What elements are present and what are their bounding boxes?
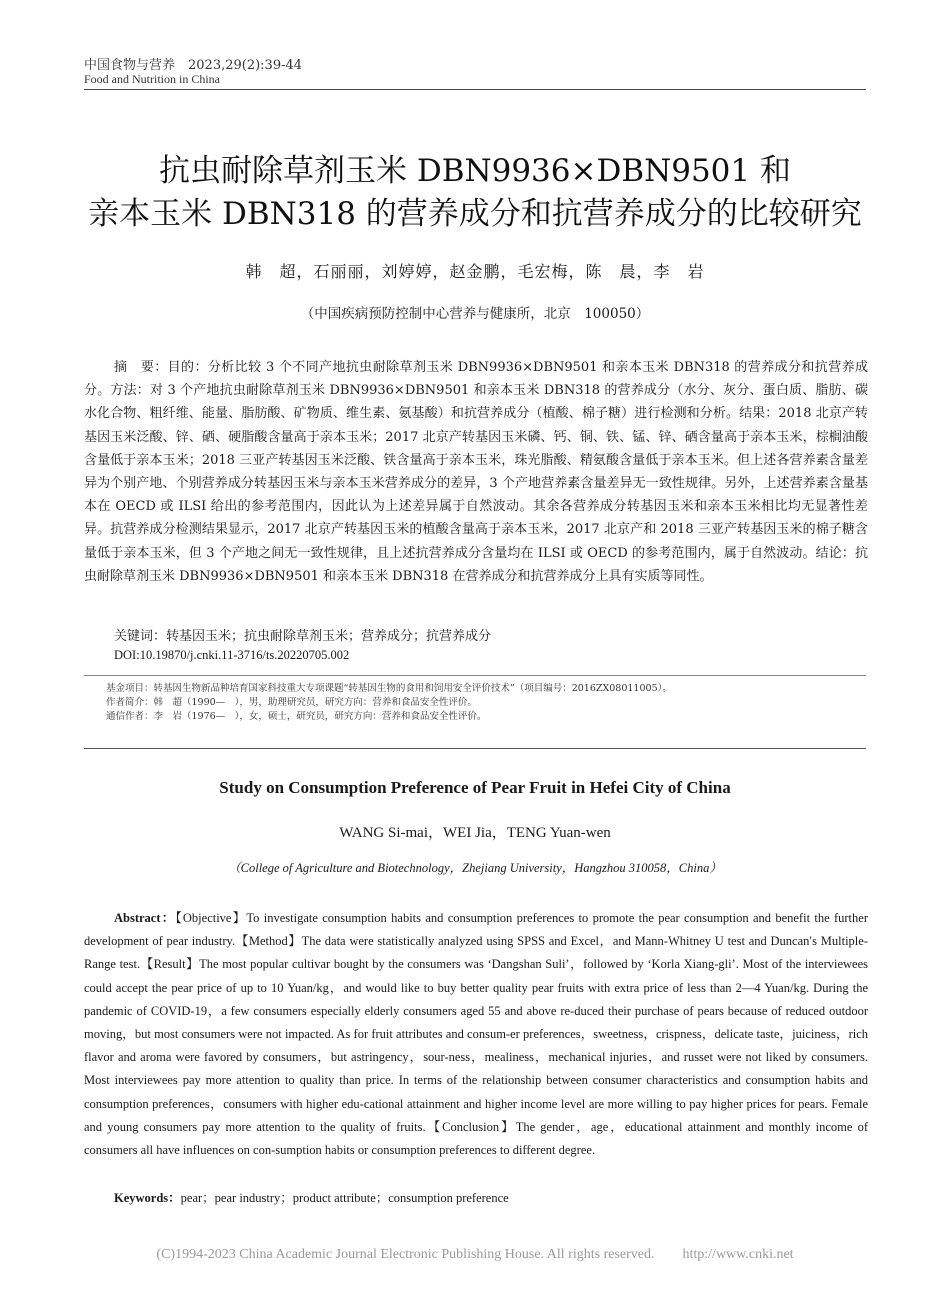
journal-name-en: Food and Nutrition in China [84,72,220,86]
footnote-divider [84,675,866,676]
copyright-footer: (C)1994-2023 China Academic Journal Electronic Publishing House. All rights reserved. http://www.cnki.net [156,1247,794,1262]
affiliation-en: （College of Agriculture and Biotechnology，Zhejiang University，Hangzhou 310058，China） [228,861,722,875]
journal-citation: 中国食物与营养 2023,29(2):39-44 [84,58,303,73]
authors-cn: 韩 超，石丽丽，刘婷婷，赵金鹏，毛宏梅，陈 晨，李 岩 [245,262,705,281]
keywords-cn-label: 关键词： [114,629,167,644]
authors-en: WANG Si-mai，WEI Jia，TENG Yuan-wen [339,825,611,841]
abstract-cn-text: 目的：分析比较 3 个不同产地抗虫耐除草剂玉米 DBN9936×DBN9501 和亲本玉米 DBN318 的营养成分和抗营养成分。方法：对 3 个产地抗虫耐除草剂玉米 DBN9936×DBN9501 和亲本玉米 DBN318 的营养成分（水分、灰分、蛋白质、脂肪、碳水化合物、粗纤维、能量、脂肪酸、矿物质、维生素、氨基酸）和抗营养成分（植酸、棉子糖）进行检测和分析。结果：2018 北京产转基因玉米泛酸、锌、硒、硬脂酸含量高于亲本玉米；2017 北京产转基因玉米磷、钙、铜、铁、锰、锌、硒含量高于亲本玉米，棕榈油酸含量低于亲本玉米；2018 三亚产转基因玉米泛酸、铁含量高于亲本玉米，珠光脂酸、精氨酸含量低于亲本玉米。但上述各营养素含量差异为个别产地、个别营养成分转基因玉米与亲本玉米营养成分的差异，3 个产地营养素含量差异无一致性规律。另外，上述营养素含量基本在 OECD 或 ILSI 给出的参考范围内，因此认为上述差异属于自然波动。其余各营养成分转基因玉米和亲本玉米相比均无显著性差异。抗营养成分检测结果显示，2017 北京产转基因玉米的植酸含量高于亲本玉米，2017 北京产和 2018 三亚产转基因玉米的棉子糖含量低于亲本玉米，但 3 个产地之间无一致性规律，且上述抗营养成分含量均在 ILSI 或 OECD 的参考范围内，属于自然波动。结论：抗虫耐除草剂玉米 DBN9936×DBN9501 和亲本玉米 DBN318 在营养成分和抗营养成分上具有实质等同性。 [84,360,868,584]
footnote-corresponding: 通信作者：李 岩（1976— ），女，硕士，研究员，研究方向：营养和食品安全性评价。 [106,711,487,722]
keywords-en [114,1188,864,1206]
keywords-en-text: pear；pear industry；product attribute；consumption preference [180,1191,509,1205]
abstract-en [84,907,868,1162]
footnote-author: 作者简介：韩 超（1990— ），男，助理研究员，研究方向：营养和食品安全性评价。 [106,697,477,708]
paper-title-cn [60,150,890,236]
header-divider [84,89,866,90]
abstract-cn-label: 摘 要： [114,360,168,375]
keywords-cn-text: 转基因玉米；抗虫耐除草剂玉米；营养成分；抗营养成分 [166,629,492,644]
abstract-en-label: Abstract： [114,911,176,925]
footnote-funding: 基金项目：转基因生物新品种培育国家科技重大专项课题“转基因生物的食用和饲用安全评价技术”（项目编号：2016ZX08011005）。 [106,683,672,694]
abstract-cn [84,356,868,588]
abstract-en-text: 【Objective】To investigate consumption habits and consumption preferences to promote the pear consumption and benefit the further development of pear industry.【Method】The data were statistically analyzed using SPSS and Excel，and Mann-Whitney U test and Duncan′s Multiple-Range test.【Result】The most popular cultivar bought by the consumers was ‘Dangshan Suli’，followed by ‘Korla Xiang-gli’. Most of the interviewees could accept the pear price of up to 10 Yuan/kg，and would like to buy better quality pear fruits with extra price of less than 2—4 Yuan/kg. During the pandemic of COVID-19，a few consumers especially elderly consumers aged 55 and above re-duced their purchase of pears because of reduced outdoor moving，but most consumers were not impacted. As for fruit attributes and consum-er preferences，sweetness，crispness，delicate taste，juiciness，rich flavor and aroma were favored by consumers，but astringency，sour-ness，mealiness，mechanical injuries，and russet were not liked by consumers. Most interviewees pay more attention to quality than price. In terms of the relationship between consumer characteristics and consumption habits and consumption preferences，consumers with higher edu-cational attainment and higher income level are more willing to pay higher prices for pears. Female and young consumers pay more attention to the quality of fruits.【Conclusion】The gender，age，educational attainment and monthly income of consumers all have influences on con-sumption habits or consumption preferences to different degree. [84,911,868,1158]
doi: DOI:10.19870/j.cnki.11-3716/ts.20220705.002 [114,648,350,662]
title-cn-line1: 抗虫耐除草剂玉米 DBN9936×DBN9501 和 [159,153,791,189]
keywords-en-label: Keywords： [114,1191,181,1205]
paper-title-en: Study on Consumption Preference of Pear Fruit in Hefei City of China [219,778,731,797]
affiliation-cn: （中国疾病预防控制中心营养与健康所，北京 100050） [300,306,650,322]
title-cn-line2: 亲本玉米 DBN318 的营养成分和抗营养成分的比较研究 [88,196,862,232]
keywords-cn [114,625,864,644]
section-divider [84,748,866,749]
